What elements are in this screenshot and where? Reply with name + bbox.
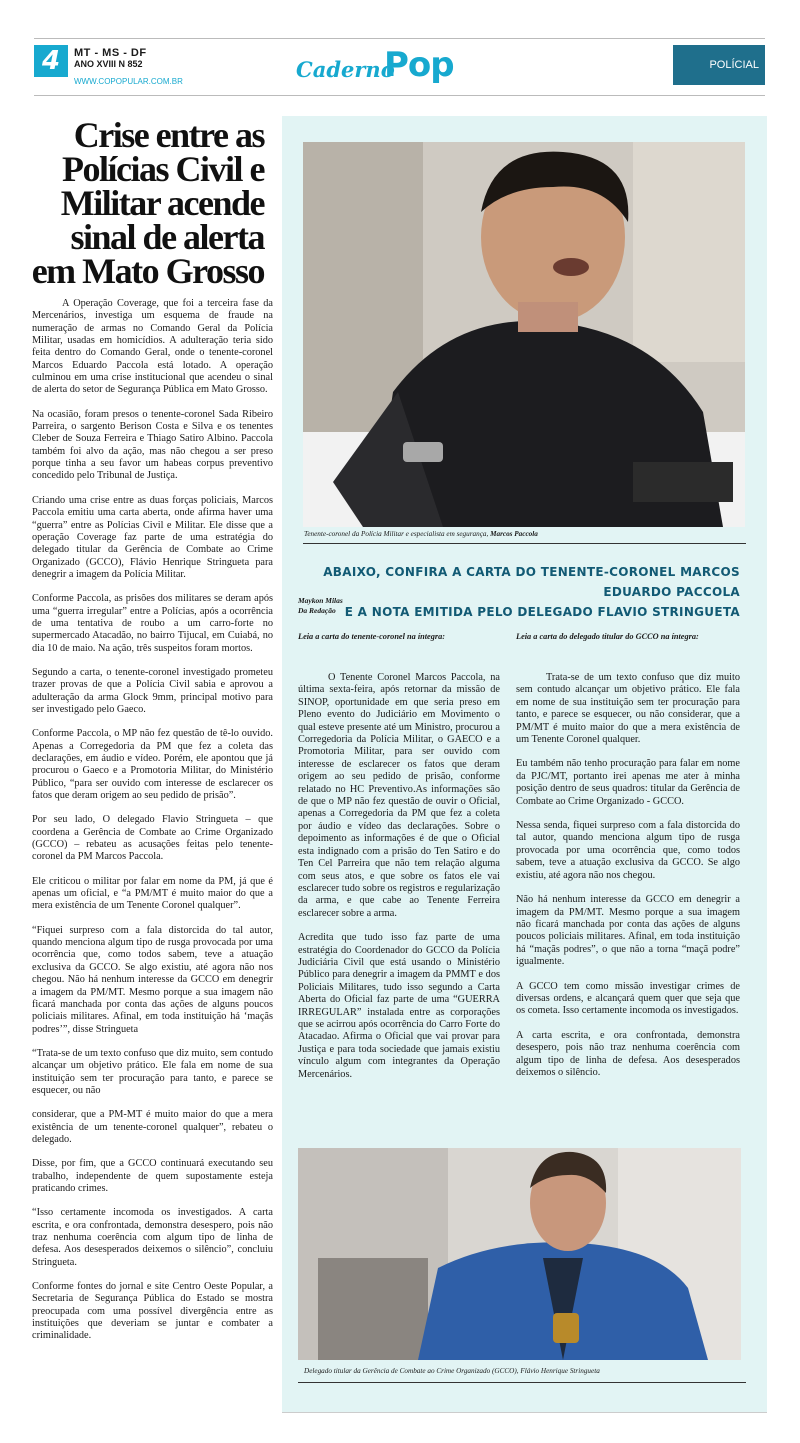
letter-column — [298, 672, 500, 1093]
divider — [303, 543, 746, 544]
paragraph: Criando uma crise entre as duas forças policiais, Marcos Paccola emitiu uma carta aberta, onde afirma haver uma “guerra” entre as Polícias Civil e Militar. Ele disse que a operação Coverage faz parte de uma estratégia do delegado titular da Gerência de Combate ao Crime Organizado (GCCO), Flávio Henrique Stringueta para denegrir a imagem da Polícia Militar. — [32, 494, 273, 580]
paragraph: Conforme Paccola, as prisões dos militares se deram após uma “guerra irregular” entre a Polícias, após a ocorrência de uma tentativa de roubo a um carro-forte no supermercado Atacadão, no bairro Tijucal, em Cuiabá, no dia 10 de maio. Na ação, três suspeitos foram mortos. — [32, 593, 273, 654]
paragraph: Não há nenhum interesse da GCCO em denegrir a imagem da PM/MT. Mesmo porque a sua imagem não ficará manchada por conta das ações de alguns poucos policiais militares. Afinal, em toda instituição há “maçãs podres”, o que não a torna “maçã podre” igualmente. — [516, 894, 740, 968]
paragraph: “Trata-se de um texto confuso que diz muito, sem contudo alcançar um objetivo prático. Ele fala em nome de sua instituição sem ter procuração para tanto, e parece se esquecer, ou não — [32, 1047, 273, 1096]
section-label: POLÍCIAL — [673, 45, 765, 85]
paragraph: Nessa senda, fiquei surpreso com a fala distorcida do tal autor, quando menciona algum tipo de rusga provocada por uma ocorrência que, como todos sabem, teve a atuação exclusiva da GCCO. Se algo existiu, até agora não nos chegou. — [516, 820, 740, 881]
edition-number: ANO XVIII N 852 — [74, 59, 143, 69]
paragraph: A carta escrita, e ora confrontada, demonstra desespero, pois não traz nenhuma coerência com algum tipo de linha de defesa. Aos desesperados deixemos o silêncio. — [516, 1029, 740, 1078]
portrait-photo-2 — [298, 1148, 741, 1360]
note-column — [516, 672, 740, 1091]
byline-desk: Da Redação — [298, 606, 336, 615]
photo1-caption — [304, 530, 744, 538]
paragraph: Trata-se de um texto confuso que diz muito sem contudo alcançar um objetivo prático. Ele fala em nome de sua instituição sem ter procuração para tanto, e parece se esquecer, ou não considerar, que a PM/MT é muito maior do que a mera existência de um Tenente Coronel qualquer. — [516, 672, 740, 746]
caderno-pop-logo — [296, 47, 466, 87]
section-subhead — [296, 562, 740, 622]
edition-info — [74, 47, 183, 86]
logo-caderno: Caderno — [296, 57, 395, 82]
photo2-caption: Delegado titular da Gerência de Combate ao Crime Organizado (GCCO), Flávio Henrique Stringueta — [304, 1367, 600, 1375]
photo1-caption-text: Tenente-coronel da Polícia Militar e especialista em segurança, — [304, 530, 489, 538]
paragraph: A GCCO tem como missão investigar crimes de diversas ordens, e alcançará quem quer que seja que os cometa. Isso certamente incomoda os investigados. — [516, 980, 740, 1017]
paragraph: O Tenente Coronel Marcos Paccola, na última sexta-feira, após retornar da missão de SINOP, oportunidade em que seria preso em Pleno evento do Judiciário em Movimento o qual esteve presente até um Ministro, procurou a Corregedoria da Polícia Militar, o GAECO e a Promotoria Militar, para ser ouvido com interesse de esclarecer os fatos que deram origem ao seu pedido de prisão, conforme relatado no HC Preventivo.As informações são de que o MP não fez questão de ouvir o Oficial, apenas a Corregedoria da PM que fez a coleta por áudio e vídeo das declarações. Sobre o depoimento as informações é de que o Oficial esta indignado com a prisão do Ten Satiro e do Ten Cel Parreira que não tem relação alguma com seus atos, e que sobre os fatos ele vai esclarecer tudo sobre os registros e regularização da arma, e que cabe ao Tenente Ferreira esclarecer sobre a arma. — [298, 672, 500, 919]
paragraph: Segundo a carta, o tenente-coronel investigado prometeu trazer provas de que a Polícia Civil sabia e aprovou a adulteração da arma Glock 9mm, principal motivo para ser investigado pelo Gaeco. — [32, 666, 273, 715]
photo-flavio-stringueta — [298, 1148, 741, 1360]
subhead-line-1: ABAIXO, CONFIRA A CARTA DO TENENTE-CORONEL MARCOS EDUARDO PACCOLA — [323, 565, 740, 599]
site-url: WWW.COPOPULAR.COM.BR — [74, 77, 183, 86]
paragraph: Na ocasião, foram presos o tenente-coronel Sada Ribeiro Parreira, o sargento Berison Costa e Silva e os tenentes Cleber de Souza Ferreira e Thiago Satiro Albino. Paccola também foi alvo da ação, mas não chegou a ser preso porque tinha a seu favor um habeas corpus preventivo concedido pelo Tribunal de Justiça. — [32, 408, 273, 482]
paragraph: Ele criticou o militar por falar em nome da PM, já que é apenas um oficial, e “a PM/MT é muito maior do que a mera existência de um Tenente Coronel qualquer”. — [32, 875, 273, 912]
paragraph: Eu também não tenho procuração para falar em nome da PJC/MT, portanto irei apenas me ater à minha posição dentro de seus quadros: titular da Gerência de Combate ao Crime Organizado - GCCO. — [516, 758, 740, 807]
divider — [298, 1382, 746, 1383]
paragraph: Conforme fontes do jornal e site Centro Oeste Popular, a Secretaria de Segurança Pública do Estado se mostra preocupada com uma possível divergência entre as instituições que deveriam se juntar e combater a criminalidade. — [32, 1281, 273, 1342]
byline — [298, 596, 343, 616]
paragraph: “Fiquei surpreso com a fala distorcida do tal autor, quando menciona algum tipo de rusga provocada por uma ocorrência que, como todos sabem, teve a atuação exclusiva da GCCO. Se algo existiu, até agora não nos chegou. Não há nenhum interesse da GCCO em denegrir a imagem da PM/MT. Mesmo porque a sua imagem não ficará manchada por conta das ações de alguns poucos policiais militares. Afinal, em toda instituição há ‘maçãs podres’”, disse Stringueta — [32, 924, 273, 1035]
byline-author: Maykon Milas — [298, 596, 343, 605]
region: MT - MS - DF — [74, 47, 147, 59]
left-article-column — [32, 298, 273, 1355]
photo-marcos-paccola — [303, 142, 745, 527]
paragraph: considerar, que a PM-MT é muito maior do que a mera existência de um tenente-coronel qualquer”, rebateu o delegado. — [32, 1109, 273, 1145]
paragraph: A Operação Coverage, que foi a terceira fase da Mercenários, investiga um esquema de fraude na numeração de armas no Comando Geral da Polícia Militar, usadas em homicídios. A adulteração teria sido feita dentro do Comando Geral, onde o tenente-coronel Marcos Eduardo Paccola está lotado. A operação culminou em uma crise institucional que acendeu o sinal de alerta do setor de Segurança Pública em Mato Grosso. — [32, 298, 273, 396]
paragraph: Acredita que tudo isso faz parte de uma estratégia do Coordenador do GCCO da Polícia Judiciária Civil que está usando o Ministério Público para denegrir a imagem da PMMT e dos Policiais Militares, tudo isso segundo a Carta Aberta do Oficial faz parte de uma “GUERRA IRREGULAR” instalada entre as corporações que se acirrou após ocorrência do Carro Forte do Atacadao. Afirma o Oficial que vai provar para Justiça e para toda sociedade que jamais existiu vínculo algum com integrantes da Operação Mercenários. — [298, 932, 500, 1080]
logo-pop: Pop — [384, 45, 454, 85]
paragraph: “Isso certamente incomoda os investigados. A carta escrita, e ora confrontada, demonstra desespero, pois não traz nenhuma coerência com algum tipo de linha de defesa. Aos desesperados deixemos o silêncio”, concluiu Stringueta. — [32, 1207, 273, 1268]
letter-intro: Leia a carta do tenente-coronel na íntegra: — [298, 632, 446, 641]
page-header — [34, 38, 765, 96]
paragraph: Disse, por fim, que a GCCO continuará executando seu trabalho, independente de quem supostamente esteja praticando crimes. — [32, 1158, 273, 1194]
page-number: 4 — [34, 45, 68, 77]
paragraph: Conforme Paccola, o MP não fez questão de tê-lo ouvido. Apenas a Corregedoria da PM que fez a coleta das declarações, em áudio e vídeo. Porém, ele apontou que já procurou o Gaeco e a Promotoria Militar, do Ministério Público, “para ser ouvido com interesse de esclarecer os fatos que deram origem ao seu pedido de prisão”. — [32, 728, 273, 802]
headline: Crise entre as Polícias Civil e Militar acende sinal de alerta em Mato Grosso — [31, 115, 264, 291]
photo1-caption-name: Marcos Paccola — [490, 530, 538, 538]
note-intro: Leia a carta do delegado titular do GCCO na íntegra: — [516, 632, 699, 641]
subhead-line-2: E A NOTA EMITIDA PELO DELEGADO FLAVIO STRINGUETA — [344, 605, 740, 619]
portrait-photo-1 — [303, 142, 745, 527]
divider — [282, 1412, 767, 1413]
paragraph: Por seu lado, O delegado Flavio Stringueta – que coordena a Gerência de Combate ao Crime Organizado (GCCO) – rebateu as acusações feitas pelo tenente-coronel da PM Marcos Paccola. — [32, 814, 273, 863]
